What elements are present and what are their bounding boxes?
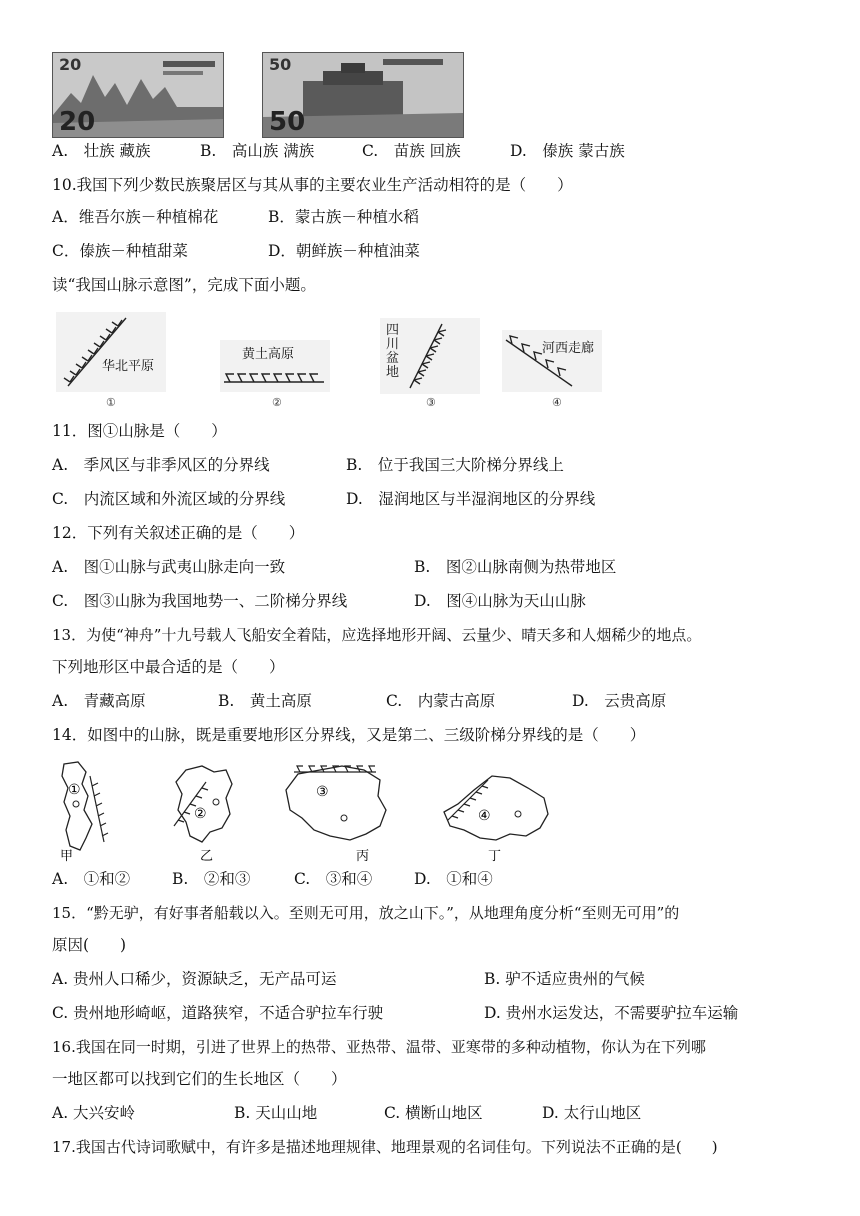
q14-map-bing-number: ③ (316, 784, 329, 800)
q13-option-b: B. 黄土高原 (218, 692, 312, 710)
q14-map-jia-name: 甲 (60, 849, 74, 864)
mountain-figure-2 (220, 340, 330, 408)
q11-option-c: C. 内流区域和外流区域的分界线 (52, 490, 286, 508)
q13-stem-line2: 下列地形区中最合适的是（ ） (52, 658, 285, 676)
q14-option-a: A. ①和② (52, 870, 131, 888)
q15-option-c: C. 贵州地形崎岖，道路狭窄，不适合驴拉车行驶 (52, 1004, 384, 1022)
q9-option-d: D. 傣族 蒙古族 (510, 142, 625, 160)
q14-map-bing-name: 丙 (356, 849, 370, 864)
q11-stem: 11．图①山脉是（ ） (52, 422, 227, 440)
q12-option-d: D. 图④山脉为天山山脉 (414, 592, 586, 610)
q16-option-c: C. 横断山地区 (384, 1104, 483, 1122)
q14-option-d: D. ①和④ (414, 870, 493, 888)
q16-option-a: A. 大兴安岭 (52, 1104, 136, 1122)
fig4-caption: ④ (552, 396, 562, 409)
q13-option-a: A. 青藏高原 (52, 692, 146, 710)
q14-option-c: C. ③和④ (294, 870, 373, 888)
fig4-label: 河西走廊 (542, 341, 595, 356)
q10-option-b: B．蒙古族－种植水稻 (268, 208, 419, 226)
q10-stem: 10.我国下列少数民族聚居区与其从事的主要农业生产活动相符的是（ ） (52, 176, 573, 194)
mountain-figure-3 (380, 318, 480, 408)
q12-stem: 12．下列有关叙述正确的是（ ） (52, 524, 305, 542)
q14-map-ding-name: 丁 (488, 849, 502, 864)
fig1-label: 华北平原 (102, 359, 155, 374)
q14-map-bing (280, 760, 392, 864)
banknote-50-numeral: 50 (269, 107, 306, 137)
q12-option-b: B. 图②山脉南侧为热带地区 (414, 558, 617, 576)
q15-stem-line2: 原因( ) (52, 936, 127, 954)
q16-option-d: D. 太行山地区 (542, 1104, 642, 1122)
q17-stem: 17.我国古代诗词歌赋中，有许多是描述地理规律、地理景观的名词佳句。下列说法不正确的是( ) (52, 1138, 718, 1156)
q15-option-a: A. 贵州人口稀少，资源缺乏，无产品可运 (52, 970, 337, 988)
fig3-caption: ③ (426, 396, 436, 409)
q15-option-b: B. 驴不适应贵州的气候 (484, 970, 645, 988)
fig2-caption: ② (272, 396, 282, 409)
q14-map-yi (166, 762, 246, 864)
q9-option-b: B. 高山族 满族 (200, 142, 315, 160)
q14-map-jia (52, 758, 122, 864)
banknote-50-top-numeral: 50 (269, 55, 292, 74)
banknote-20-numeral: 20 (59, 107, 96, 137)
q13-stem-line1: 13．为使“神舟”十九号载人飞船安全着陆，应选择地形开阔、云量少、晴天多和人烟稀少的地点。 (52, 626, 702, 644)
q14-stem: 14．如图中的山脉，既是重要地形区分界线，又是第二、三级阶梯分界线的是（ ） (52, 726, 646, 744)
fig2-label: 黄土高原 (242, 347, 295, 362)
mountain-figure-1 (56, 312, 166, 408)
q14-map-ding-number: ④ (478, 808, 491, 824)
q14-option-b: B. ②和③ (172, 870, 251, 888)
q9-option-a: A. 壮族 藏族 (52, 142, 151, 160)
banknote-50-image (262, 52, 464, 138)
q11-option-a: A. 季风区与非季风区的分界线 (52, 456, 270, 474)
q11-option-b: B. 位于我国三大阶梯分界线上 (346, 456, 564, 474)
q14-map-yi-number: ② (194, 806, 207, 822)
fig3-label: 四川盆地 (386, 323, 400, 380)
q10-option-d: D．朝鲜族－种植油菜 (268, 242, 420, 260)
q16-stem-line2: 一地区都可以找到它们的生长地区（ ） (52, 1070, 347, 1088)
q9-option-c: C. 苗族 回族 (362, 142, 461, 160)
q15-stem-line1: 15．“黔无驴，有好事者船载以入。至则无可用，放之山下。”，从地理角度分析“至则无可用”的 (52, 904, 680, 922)
reading-intro: 读“我国山脉示意图”，完成下面小题。 (52, 276, 316, 294)
banknote-20-image (52, 52, 224, 138)
q13-option-d: D. 云贵高原 (572, 692, 667, 710)
q10-option-a: A．维吾尔族－种植棉花 (52, 208, 219, 226)
q14-map-yi-name: 乙 (200, 849, 214, 864)
q16-option-b: B. 天山山地 (234, 1104, 318, 1122)
q14-map-jia-number: ① (68, 782, 81, 798)
q13-option-c: C. 内蒙古高原 (386, 692, 496, 710)
mountain-figure-4 (502, 330, 602, 408)
q12-option-c: C. 图③山脉为我国地势一、二阶梯分界线 (52, 592, 348, 610)
q12-option-a: A. 图①山脉与武夷山脉走向一致 (52, 558, 286, 576)
q11-option-d: D. 湿润地区与半湿润地区的分界线 (346, 490, 596, 508)
q10-option-c: C．傣族－种植甜菜 (52, 242, 188, 260)
fig1-caption: ① (106, 396, 116, 409)
q16-stem-line1: 16.我国在同一时期，引进了世界上的热带、亚热带、温带、亚寒带的多种动植物，你认为在下列哪 (52, 1038, 706, 1056)
q14-map-ding (436, 768, 556, 864)
banknote-20-top-numeral: 20 (59, 55, 82, 74)
q15-option-d: D. 贵州水运发达，不需要驴拉车运输 (484, 1004, 739, 1022)
